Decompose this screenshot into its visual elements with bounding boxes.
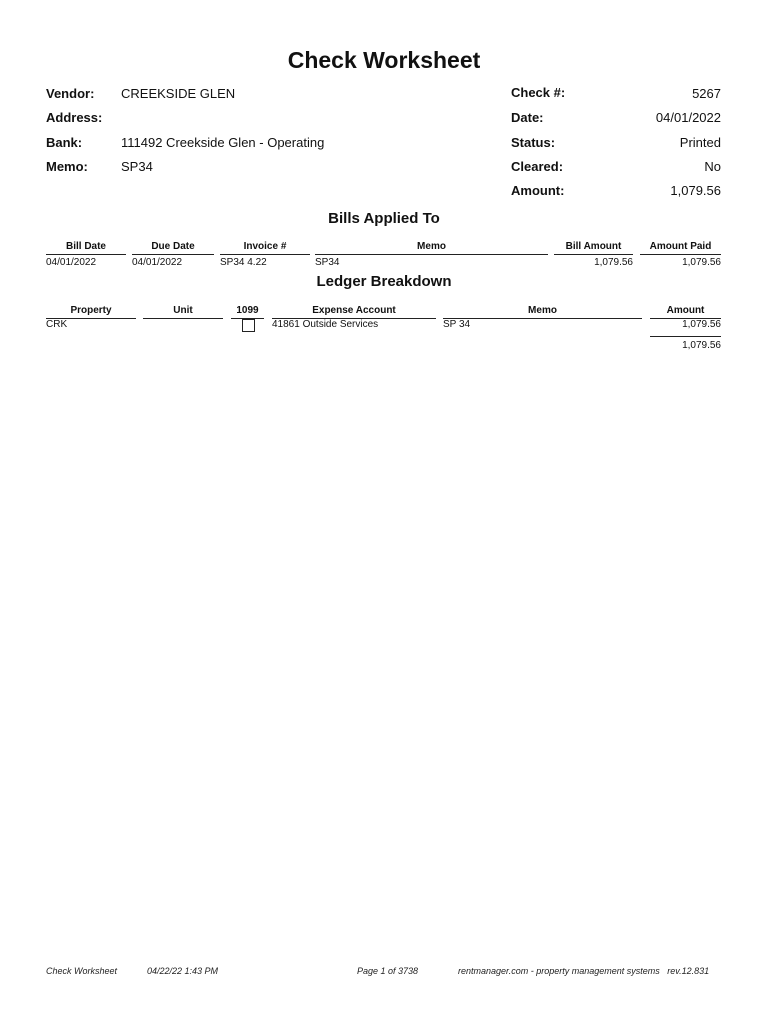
status-value: Printed xyxy=(679,135,721,150)
date-label: Date: xyxy=(511,110,544,125)
bill-date-cell: 04/01/2022 xyxy=(46,257,97,268)
col-head-invoice: Invoice # xyxy=(220,241,310,255)
col-head-bill-memo: Memo xyxy=(315,241,548,255)
bank-label: Bank: xyxy=(46,135,83,150)
col-head-1099: 1099 xyxy=(231,305,264,319)
col-head-ledger-memo: Memo xyxy=(443,305,642,319)
vendor-label: Vendor: xyxy=(46,86,95,101)
check-number-label: Check #: xyxy=(511,85,566,100)
expense-account-cell: 41861 Outside Services xyxy=(272,319,379,330)
col-head-amount-paid: Amount Paid xyxy=(640,241,721,255)
amount-label: Amount: xyxy=(511,183,565,198)
property-cell: CRK xyxy=(46,319,68,330)
ledger-section-title: Ledger Breakdown xyxy=(316,273,452,290)
bill-memo-cell: SP34 xyxy=(315,257,340,268)
bank-value: 111492 Creekside Glen - Operating xyxy=(121,135,325,150)
total-divider xyxy=(650,336,721,337)
check-number-value: 5267 xyxy=(692,86,721,101)
amount-value: 1,079.56 xyxy=(670,183,721,198)
col-head-bill-amount: Bill Amount xyxy=(554,241,633,255)
ledger-memo-cell: SP 34 xyxy=(443,319,471,330)
page-title: Check Worksheet xyxy=(287,47,481,73)
cleared-value: No xyxy=(704,159,721,174)
date-value: 04/01/2022 xyxy=(655,110,721,125)
due-date-cell: 04/01/2022 xyxy=(132,257,183,268)
1099-checkbox[interactable] xyxy=(242,319,255,332)
address-label: Address: xyxy=(46,110,103,125)
footer-page-number: Page 1 of 3738 xyxy=(357,966,419,976)
memo-label: Memo: xyxy=(46,159,88,174)
amount-paid-cell: 1,079.56 xyxy=(682,257,721,268)
col-head-expense-account: Expense Account xyxy=(272,305,436,319)
footer-report-name: Check Worksheet xyxy=(46,966,118,976)
vendor-value: CREEKSIDE GLEN xyxy=(121,86,236,101)
status-label: Status: xyxy=(511,135,556,150)
col-head-amount: Amount xyxy=(650,305,721,319)
footer-company: rentmanager.com - property management systems rev.12.831 xyxy=(458,966,710,976)
col-head-unit: Unit xyxy=(143,305,223,319)
footer-timestamp: 04/22/22 1:43 PM xyxy=(147,966,219,976)
bills-section-title: Bills Applied To xyxy=(328,210,440,227)
col-head-bill-date: Bill Date xyxy=(46,241,126,255)
bill-amount-cell: 1,079.56 xyxy=(594,257,633,268)
col-head-property: Property xyxy=(46,305,136,319)
ledger-total: 1,079.56 xyxy=(682,340,721,351)
memo-value: SP34 xyxy=(121,159,153,174)
cleared-label: Cleared: xyxy=(511,159,564,174)
ledger-amount-cell: 1,079.56 xyxy=(682,319,721,330)
invoice-cell: SP34 4.22 xyxy=(220,257,267,268)
col-head-due-date: Due Date xyxy=(132,241,214,255)
